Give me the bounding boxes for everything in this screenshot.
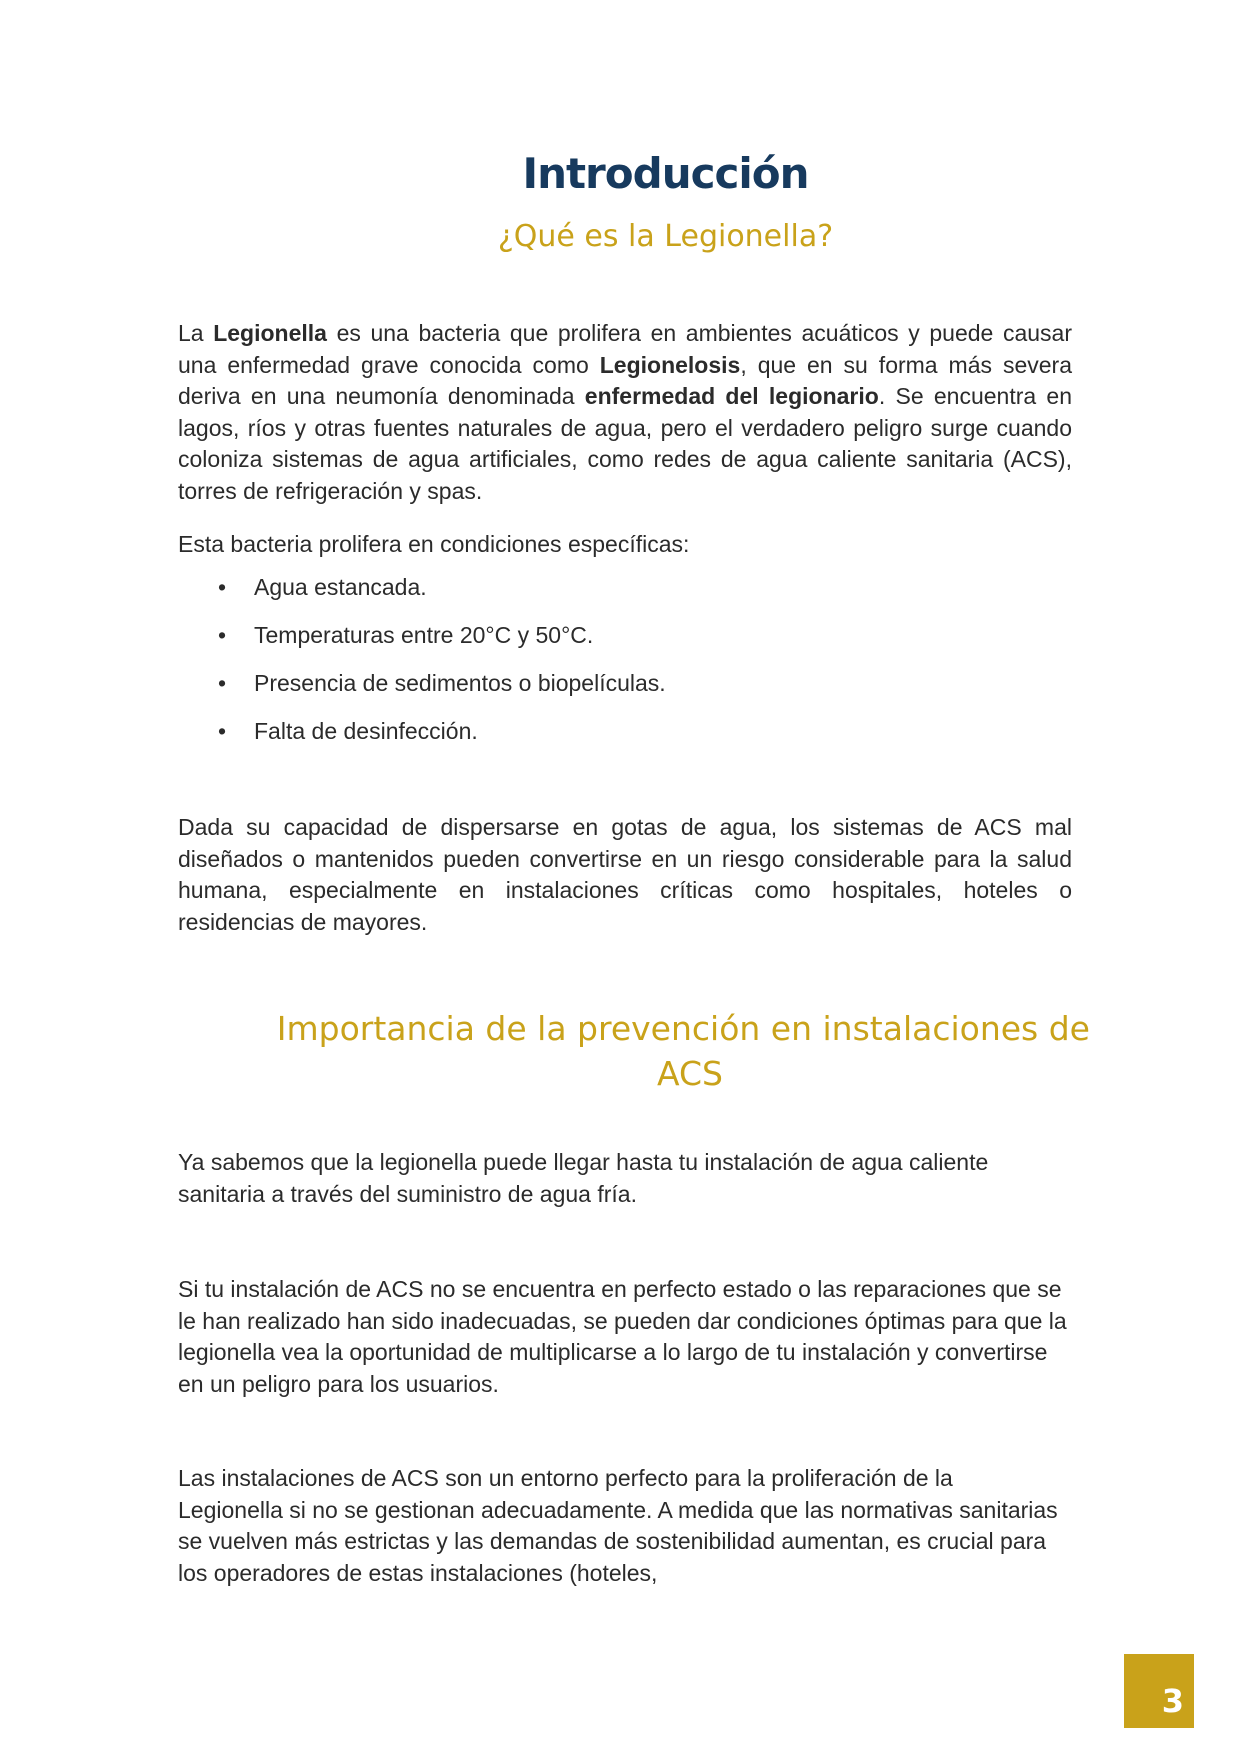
section-heading-line-1: Importancia de la prevención en instalaciones de	[276, 1009, 1090, 1048]
intro-p1-bold-enfermedad: enfermedad del legionario	[584, 383, 879, 409]
bullet-icon: •	[218, 670, 227, 696]
section-heading-prevention	[230, 1006, 1090, 1096]
list-item	[178, 620, 1058, 668]
intro-paragraph-2: Esta bacteria prolifera en condiciones específicas:	[178, 531, 690, 557]
intro-paragraph-1	[178, 318, 1072, 507]
list-item-text: Temperaturas entre 20°C y 50°C.	[254, 622, 594, 648]
intro-paragraph-3: Dada su capacidad de dispersarse en gotas de agua, los sistemas de ACS mal diseñados o mantenidos pueden convertirse en un riesgo considerable para la salud humana, especialmente en instalaciones críticas como hospitales, hoteles o residencias de mayores.	[178, 814, 1072, 935]
list-item	[178, 668, 1058, 716]
conditions-list	[178, 572, 1058, 764]
prevention-paragraph-3: Las instalaciones de ACS son un entorno perfecto para la proliferación de la Legionella si no se gestionan adecuadamente. A medida que las normativas sanitarias se vuelven más estrictas y las demandas de sostenibilidad aumentan, es crucial para los operadores de estas instalaciones (hoteles,	[178, 1465, 1058, 1586]
intro-p1-bold-legionelosis: Legionelosis	[599, 351, 741, 378]
prevention-paragraph-1: Ya sabemos que la legionella puede llegar hasta tu instalación de agua caliente sanitaria a través del suministro de agua fría.	[178, 1149, 989, 1207]
intro-p1-text-4: . Se encuentra en lagos, ríos y otras fuentes naturales de agua, pero el verdadero peligro surge cuando coloniza sistemas de agua artificiales, como redes de agua caliente sanitaria (ACS), torres de refrigeración y spas.	[178, 383, 1073, 504]
list-item-text: Falta de desinfección.	[254, 718, 478, 744]
page-title: Introducción	[522, 149, 809, 198]
bullet-icon: •	[218, 574, 227, 600]
bullet-icon: •	[218, 622, 227, 648]
page-subtitle: ¿Qué es la Legionella?	[497, 219, 834, 254]
prevention-paragraph-2: Si tu instalación de ACS no se encuentra en perfecto estado o las reparaciones que se le han realizado han sido inadecuadas, se pueden dar condiciones óptimas para que la legionella vea la oportunidad de multiplicarse a lo largo de tu instalación y convertirse en un peligro para los usuarios.	[178, 1276, 1067, 1397]
list-item	[178, 572, 1058, 620]
list-item-text: Agua estancada.	[254, 574, 427, 600]
intro-p1-text-1: La	[178, 320, 214, 346]
bullet-icon: •	[218, 718, 227, 744]
intro-p1-text-3: , que en su forma más severa deriva en una neumonía denominada	[178, 351, 1072, 409]
intro-p1-bold-legionella: Legionella	[213, 320, 327, 346]
page-number-badge	[1124, 1654, 1194, 1728]
list-item-text: Presencia de sedimentos o biopelículas.	[254, 670, 666, 696]
section-heading-line-2: ACS	[657, 1054, 723, 1093]
page-number: 3	[1161, 1682, 1184, 1720]
list-item	[178, 716, 1058, 764]
intro-p1-text-2: es una bacteria que prolifera en ambientes acuáticos y puede causar una enfermedad grave conocida como	[178, 320, 1072, 378]
